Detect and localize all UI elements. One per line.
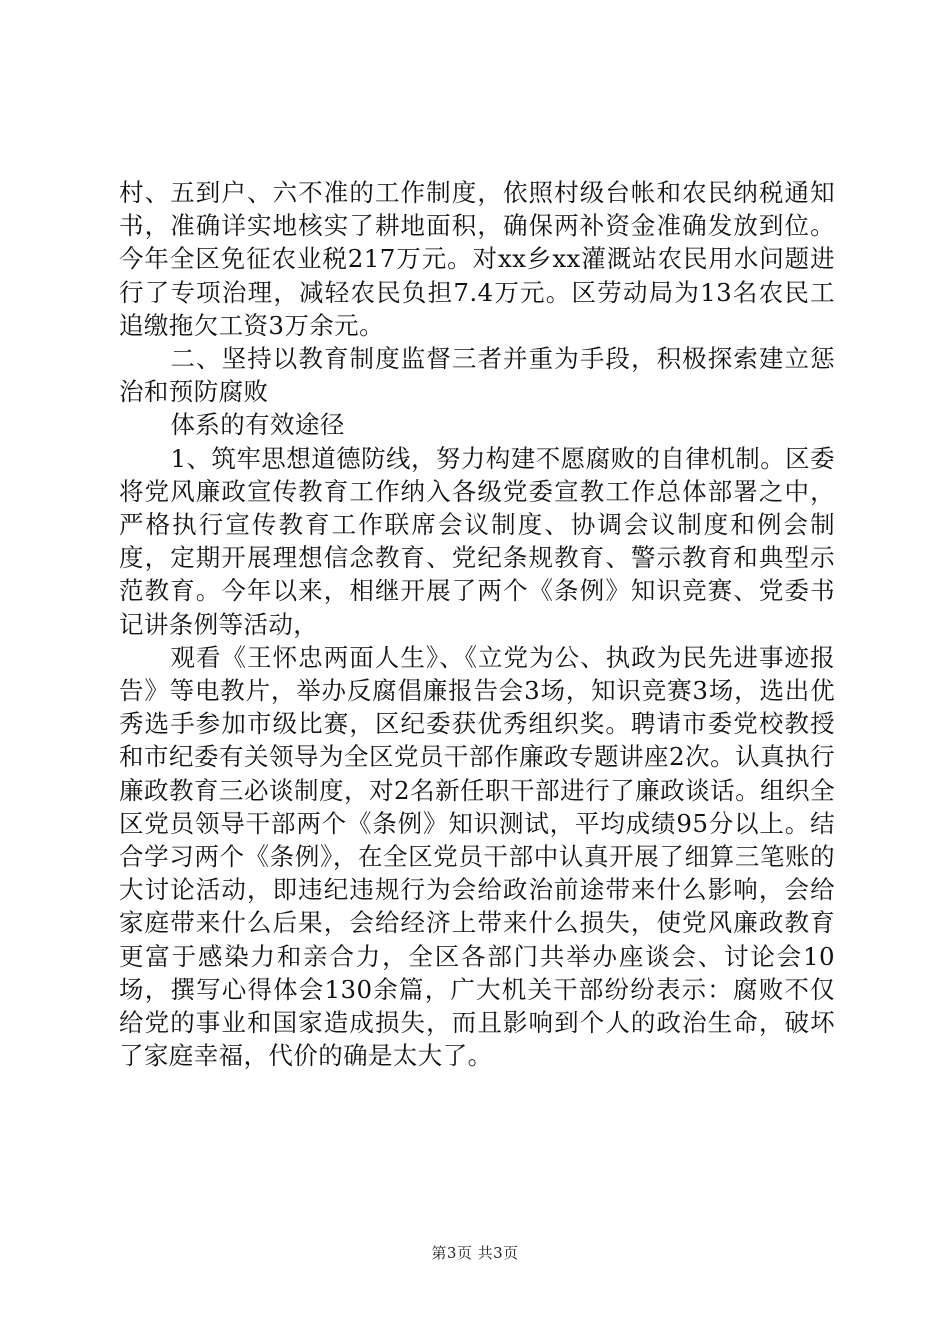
document-body <box>119 176 835 1072</box>
paragraph-1: 村、五到户、六不准的工作制度，依照村级台帐和农民纳税通知书，准确详实地核实了耕地面积，确保两补资金准确发放到位。今年全区免征农业税217万元。对xx乡xx灌溉站农民用水问题进行了专项治理，减轻农民负担7.4万元。区劳动局为13名农民工追缴拖欠工资3万余元。 <box>119 178 835 340</box>
section-heading-2: 二、坚持以教育制度监督三者并重为手段，积极探索建立惩治和预防腐败 <box>119 344 835 407</box>
paragraph-item-1: 1、筑牢思想道德防线，努力构建不愿腐败的自律机制。区委将党风廉政宣传教育工作纳入各级党委宣教工作总体部署之中，严格执行宣传教育工作联席会议制度、协调会议制度和例会制度，定期开展理想信念教育、党纪条规教育、警示教育和典型示范教育。今年以来，相继开展了两个《条例》知识竞赛、党委书记讲条例等活动， <box>119 443 835 639</box>
paragraph-item-1-continued: 观看《王怀忠两面人生》、《立党为公、执政为民先进事迹报告》等电教片，举办反腐倡廉报告会3场，知识竞赛3场，选出优秀选手参加市级比赛，区纪委获优秀组织奖。聘请市委党校教授和市纪委有关领导为全区党员干部作廉政专题讲座2次。认真执行廉政教育三必谈制度，对2名新任职干部进行了廉政谈话。组织全区党员领导干部两个《条例》知识测试，平均成绩95分以上。结合学习两个《条例》，在全区党员干部中认真开展了细算三笔账的大讨论活动，即违纪违规行为会给政治前途带来什么影响，会给家庭带来什么后果，会给经济上带来什么损失，使党风廉政教育更富于感染力和亲合力，全区各部门共举办座谈会、讨论会10场，撰写心得体会130余篇，广大机关干部纷纷表示：腐败不仅给党的事业和国家造成损失，而且影响到个人的政治生命，破坏了家庭幸福，代价的确是太大了。 <box>119 642 835 1071</box>
page-number-footer: 第3页 共3页 <box>431 1244 519 1262</box>
section-heading-2-continued: 体系的有效途径 <box>170 410 345 440</box>
